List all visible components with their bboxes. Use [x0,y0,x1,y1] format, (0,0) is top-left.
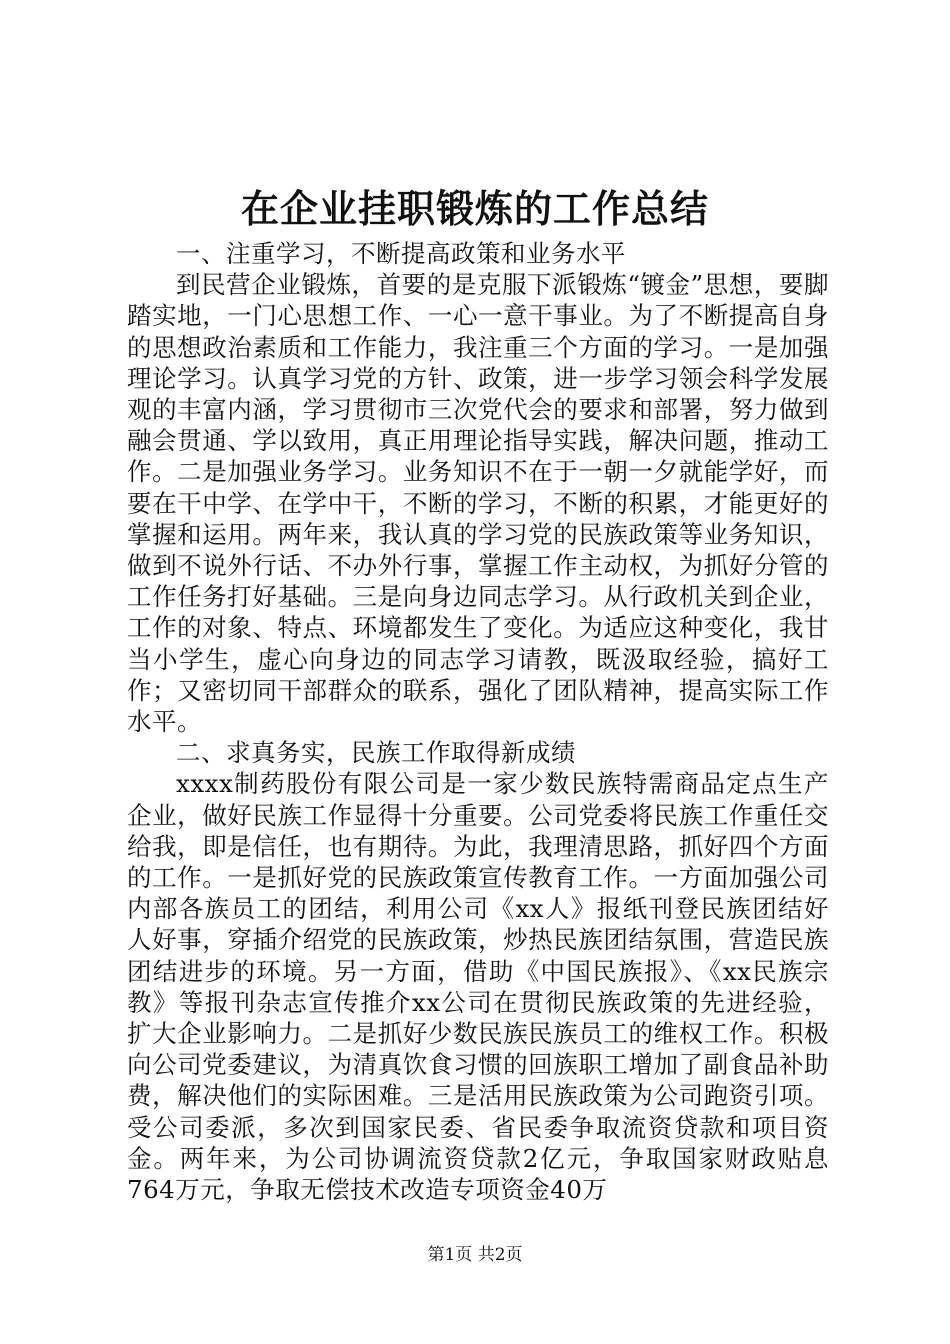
document-title: 在企业挂职锻炼的工作总结 [240,186,709,231]
section-2-paragraph: xxxx制药股份有限公司是一家少数民族特需商品定点生产企业，做好民族工作显得十分重要。公司党委将民族工作重任交给我，即是信任，也有期待。为此，我理清思路，抓好四个方面的工作。一是抓好党的民族政策宣传教育工作。一方面加强公司内部各族员工的团结，利用公司《xx人》报纸刊登民族团结好人好事，穿插介绍党的民族政策，炒热民族团结氛围，营造民族团结进步的环境。另一方面，借助《中国民族报》、《xx民族宗教》等报刊杂志宣传推介xx公司在贯彻民族政策的先进经验，扩大企业影响力。二是抓好少数民族民族员工的维权工作。积极向公司党委建议，为清真饮食习惯的回族职工增加了副食品补助费，解决他们的实际困难。三是活用民族政策为公司跑资引项。受公司委派，多次到国家民委、省民委争取流资贷款和项目资金。两年来，为公司协调流资贷款2亿元，争取国家财政贴息764万元，争取无偿技术改造专项资金40万 [127,769,829,1205]
document-body [127,238,829,1205]
page-footer: 第1页 共2页 [427,1245,523,1265]
section-1-paragraph: 到民营企业锻炼，首要的是克服下派锻炼“镀金”思想，要脚踏实地，一门心思想工作、一心一意干事业。为了不断提高自身的思想政治素质和工作能力，我注重三个方面的学习。一是加强理论学习。认真学习党的方针、政策，进一步学习领会科学发展观的丰富内涵，学习贯彻市三次党代会的要求和部署，努力做到融会贯通、学以致用，真正用理论指导实践，解决问题，推动工作。二是加强业务学习。业务知识不在于一朝一夕就能学好，而要在干中学、在学中干，不断的学习，不断的积累，才能更好的掌握和运用。两年来，我认真的学习党的民族政策等业务知识，做到不说外行话、不办外行事，掌握工作主动权，为抓好分管的工作任务打好基础。三是向身边同志学习。从行政机关到企业，工作的对象、特点、环境都发生了变化。为适应这种变化，我甘当小学生，虚心向身边的同志学习请教，既汲取经验，搞好工作；又密切同干部群众的联系，强化了团队精神，提高实际工作水平。 [127,270,829,737]
section-2-heading: 二、求真务实，民族工作取得新成绩 [176,738,576,768]
section-1-heading: 一、注重学习，不断提高政策和业务水平 [176,239,626,268]
